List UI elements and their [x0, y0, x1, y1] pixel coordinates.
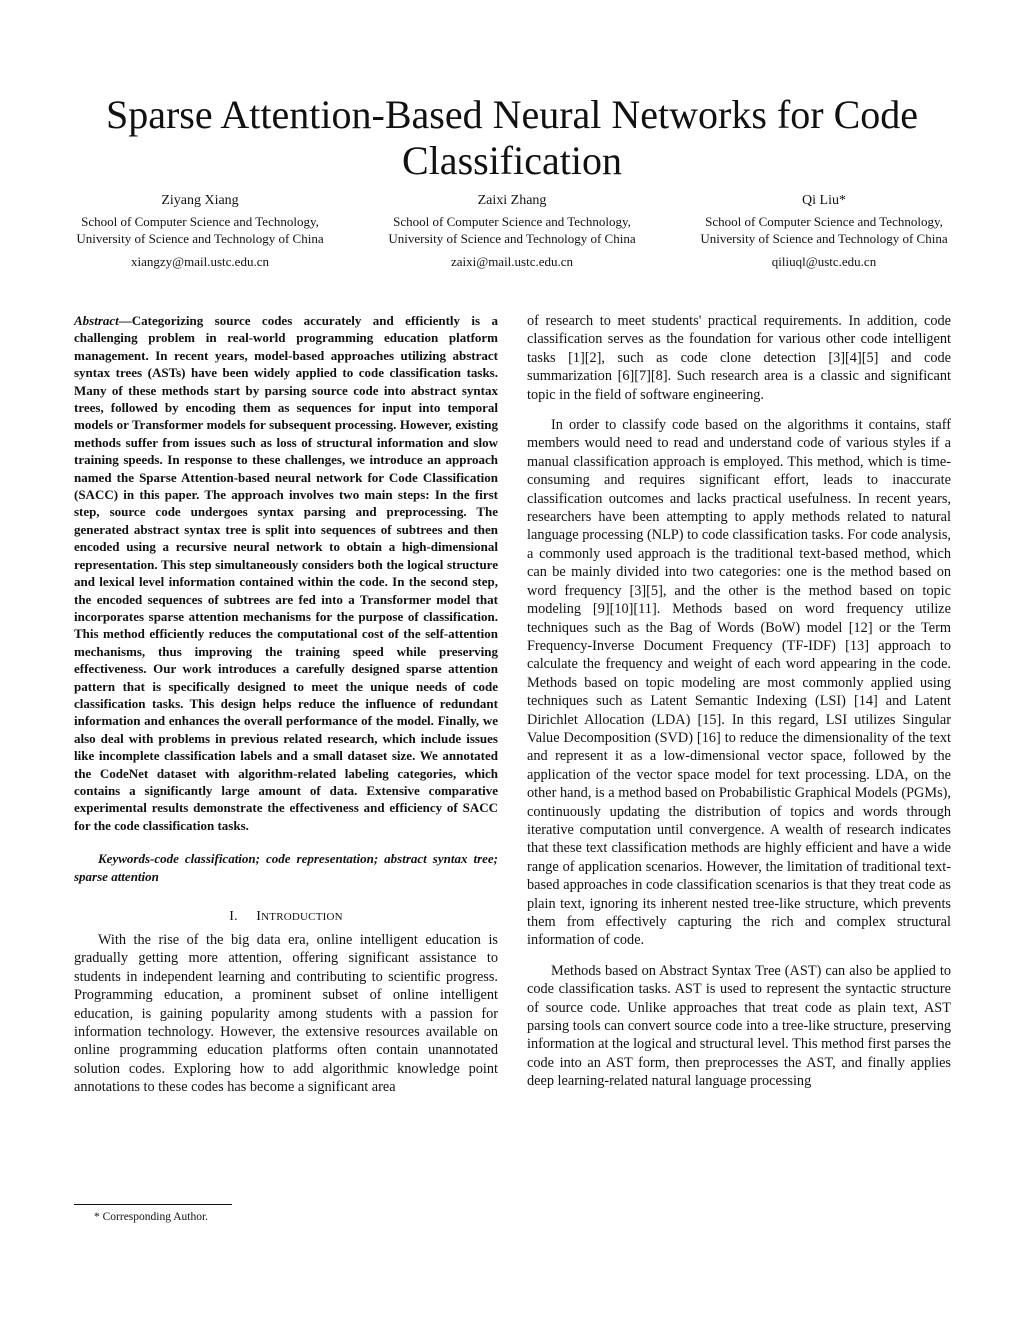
paragraph: of research to meet students' practical requirements. In addition, code classification serves as the foundation for various other code intelligent tasks [1][2], such as code clone detection [3][4][5] and code summarization [6][7][8]. Such research area is a classic and significant topic in the field of software engineering.: [527, 313, 951, 403]
right-column: [527, 312, 951, 1091]
author-1: [60, 192, 340, 270]
author-email: xiangzy@mail.ustc.edu.cn: [131, 254, 269, 269]
author-name: Ziyang Xiang: [161, 193, 239, 208]
keywords: Keywords-code classification; code representation; abstract syntax tree; sparse attention: [74, 851, 498, 884]
left-column: [74, 312, 498, 1097]
author-name: Zaixi Zhang: [477, 193, 547, 208]
author-affiliation: School of Computer Science and Technology, University of Science and Technology of China: [76, 214, 324, 246]
author-name: Qi Liu*: [802, 193, 846, 208]
author-2: [372, 192, 652, 270]
section-number: I.: [229, 909, 238, 924]
author-block: [60, 192, 964, 270]
footnote-rule: [74, 1204, 232, 1205]
abstract: [74, 312, 498, 834]
author-3: [684, 192, 964, 270]
paragraph: In order to classify code based on the algorithms it contains, staff members would need to read and understand code of various styles if a manual classification approach is employed. This method, which is time-consuming and requires significant effort, leads to inaccurate classification outcomes and lacks practical usefulness. In recent years, researchers have been attempting to apply methods related to natural language processing (NLP) to code classification tasks. For code analysis, a commonly used approach is the traditional text-based method, which can be mainly divided into two categories: one is the method based on word frequency [3][5], and the other is the method based on topic modeling [9][10][11]. Methods based on word frequency utilize techniques such as the Bag of Words (BoW) model [12] or the Term Frequency-Inverse Document Frequency (TF-IDF) [13] approach to calculate the frequency and weight of each word appearing in the code. Methods based on topic modeling are most commonly applied using techniques such as Latent Semantic Indexing (LSI) [14] and Latent Dirichlet Allocation (LDA) [15]. In this regard, LSI utilizes Singular Value Decomposition (SVD) [16] to reduce the dimensionality of the text and represent it as a low-dimensional vector space, followed by the application of the vector space model for text processing. LDA, on the other hand, is a method based on Probabilistic Graphical Models (PGMs), continuously updating the distribution of topics and words through iterative computation until convergence. A wealth of research indicates that these text classification methods are highly efficient and have a wide range of application scenarios. However, the limitation of traditional text-based approaches in code classification scenarios is that they treat code as plain text, ignoring its inherent nested tree-like structure, which prevents them from effectively capturing the rich and complex structural information of code.: [527, 417, 951, 949]
abstract-text: —Categorizing source codes accurately and efficiently is a challenging problem in real-world programming education platform management. In recent years, model-based approaches utilizing abstract syntax trees (ASTs) have been widely applied to code classification tasks. Many of these methods start by parsing source code into abstract syntax trees, followed by encoding them as sequences for input into temporal models or Transformer models for subsequent processing. However, existing methods suffer from issues such as loss of structural information and slow training speeds. In response to these challenges, we introduce an approach named the Sparse Attention-based neural network for Code Classification (SACC) in this paper. The approach involves two main steps: In the first step, source code undergoes syntax parsing and preprocessing. The generated abstract syntax tree is split into sequences of subtrees and then encoded using a recursive neural network to obtain a high-dimensional representation. This step simultaneously considers both the logical structure and lexical level information contained within the code. In the second step, the encoded sequences of subtrees are fed into a Transformer model that incorporates sparse attention mechanisms for the purpose of classification. This method efficiently reduces the computational cost of the self-attention mechanisms, thus improving the training speed while preserving effectiveness. Our work introduces a carefully designed sparse attention pattern that is specifically designed to meet the unique needs of code classification tasks. This design helps reduce the influence of redundant information and enhances the overall performance of the model. Finally, we also deal with problems in previous related research, which include issues like incomplete classification labels and a small dataset size. We annotated the CodeNet dataset with algorithm-related labeling categories, which contains a significantly large amount of data. Extensive comparative experimental results demonstrate the effectiveness and efficiency of SACC for the code classification tasks.: [74, 313, 498, 833]
author-affiliation: School of Computer Science and Technology, University of Science and Technology of China: [388, 214, 636, 246]
section-title-initial: I: [256, 909, 262, 924]
abstract-label: Abstract: [74, 313, 119, 328]
paragraph: Methods based on Abstract Syntax Tree (AST) can also be applied to code classification tasks. AST is used to represent the syntactic structure of source code. Unlike approaches that treat code as plain text, AST parsing tools can convert source code into a tree-like structure, preserving information at the logical and structural level. This method first parses the code into an AST form, then preprocesses the AST, and finally applies deep learning-related natural language processing: [527, 962, 951, 1090]
paper-title: Sparse Attention-Based Neural Networks for Code Classification: [105, 92, 919, 183]
footnote: * Corresponding Author.: [94, 1211, 209, 1223]
author-email: zaixi@mail.ustc.edu.cn: [450, 254, 574, 269]
section-heading-introduction: [74, 909, 498, 925]
paragraph: With the rise of the big data era, online intelligent education is gradually getting more attention, offering significant assistance to students in independent learning and contributing to scientific progress. Programming education, a prominent subset of online intelligent education, is gaining popularity among students with a passion for information technology. However, the extensive resources available on online programming education platforms often contain unannotated solution codes. Exploring how to add algorithmic knowledge point annotations to these codes has become a significant area: [74, 932, 498, 1096]
author-affiliation: School of Computer Science and Technology, University of Science and Technology of China: [700, 214, 948, 246]
section-title-rest: NTRODUCTION: [261, 911, 343, 923]
author-email: qiliuql@ustc.edu.cn: [771, 254, 877, 269]
